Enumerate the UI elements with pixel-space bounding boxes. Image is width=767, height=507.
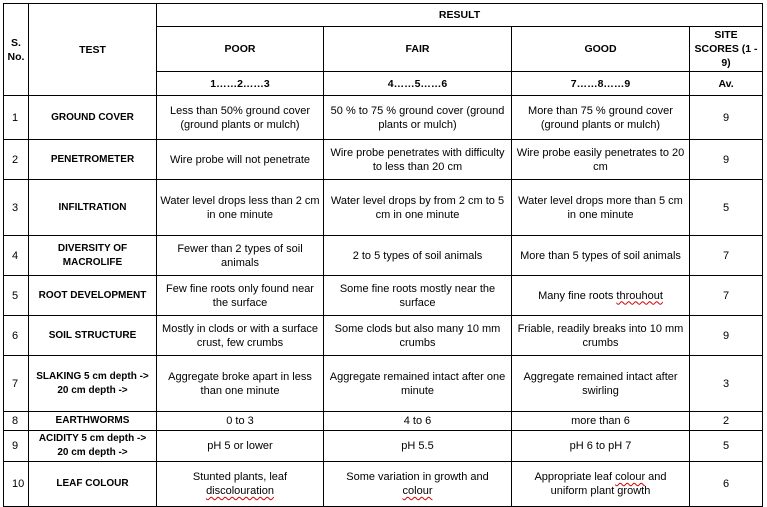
poor-cell: pH 5 or lower [157, 431, 324, 462]
good-cell [512, 276, 690, 316]
good-cell: more than 6 [512, 412, 690, 431]
fair-cell: Water level drops by from 2 cm to 5 cm in one minute [324, 180, 512, 236]
test-name-line1: SLAKING 5 cm depth -> [36, 370, 149, 382]
site-score: 9 [690, 96, 763, 140]
site-score: 3 [690, 356, 763, 412]
misspelled-word: discolouration [206, 485, 274, 497]
poor-cell: Wire probe will not penetrate [157, 140, 324, 180]
table-row [4, 316, 763, 356]
misspelled-word: colour [402, 485, 433, 497]
table-row [4, 431, 763, 462]
poor-text-line1: Stunted plants, leaf [192, 471, 288, 483]
good-cell: Friable, readily breaks into 10 mm crumbs [512, 316, 690, 356]
poor-cell: 0 to 3 [157, 412, 324, 431]
result-header: RESULT [157, 4, 763, 27]
fair-cell: 50 % to 75 % ground cover (ground plants or mulch) [324, 96, 512, 140]
poor-header: POOR [157, 27, 324, 72]
good-range: 7……8……9 [512, 72, 690, 96]
row-number: 10 [4, 462, 29, 507]
row-number: 3 [4, 180, 29, 236]
table-row [4, 236, 763, 276]
good-cell: More than 75 % ground cover (ground plants or mulch) [512, 96, 690, 140]
fair-cell: Wire probe penetrates with difficulty to less than 20 cm [324, 140, 512, 180]
table-row [4, 96, 763, 140]
fair-cell: 4 to 6 [324, 412, 512, 431]
good-cell: Wire probe easily penetrates to 20 cm [512, 140, 690, 180]
fair-cell: Some fine roots mostly near the surface [324, 276, 512, 316]
test-name: LEAF COLOUR [29, 462, 157, 507]
good-text: Appropriate leaf [534, 471, 616, 483]
test-name-line2: 20 cm depth -> [57, 447, 128, 458]
table-row [4, 180, 763, 236]
site-score: 2 [690, 412, 763, 431]
poor-cell: Aggregate broke apart in less than one minute [157, 356, 324, 412]
row-number: 1 [4, 96, 29, 140]
test-name-line2: 20 cm depth -> [57, 384, 128, 396]
table-row [4, 356, 763, 412]
test-name [29, 356, 157, 412]
fair-header: FAIR [324, 27, 512, 72]
row-number: 8 [4, 412, 29, 431]
row-number: 7 [4, 356, 29, 412]
table-row [4, 412, 763, 431]
good-cell: More than 5 types of soil animals [512, 236, 690, 276]
fair-cell: pH 5.5 [324, 431, 512, 462]
fair-cell: 2 to 5 types of soil animals [324, 236, 512, 276]
table-row [4, 140, 763, 180]
fair-range: 4……5……6 [324, 72, 512, 96]
test-name: DIVERSITY OF MACROLIFE [29, 236, 157, 276]
good-text: Many fine roots [538, 289, 617, 302]
fair-cell: Aggregate remained intact after one minute [324, 356, 512, 412]
test-name: PENETROMETER [29, 140, 157, 180]
test-name: ROOT DEVELOPMENT [29, 276, 157, 316]
row-number: 4 [4, 236, 29, 276]
good-cell: Aggregate remained intact after swirling [512, 356, 690, 412]
poor-cell: Water level drops less than 2 cm in one minute [157, 180, 324, 236]
test-name: INFILTRATION [29, 180, 157, 236]
site-score: 6 [690, 462, 763, 507]
misspelled-word: throuhout [616, 289, 663, 302]
test-header: TEST [29, 4, 157, 96]
poor-cell: Mostly in clods or with a surface crust, few crumbs [157, 316, 324, 356]
row-number: 9 [4, 431, 29, 462]
good-text-tail: and uniform plant growth [550, 471, 667, 497]
poor-cell: Fewer than 2 types of soil animals [157, 236, 324, 276]
row-number: 2 [4, 140, 29, 180]
test-name: SOIL STRUCTURE [29, 316, 157, 356]
good-header: GOOD [512, 27, 690, 72]
misspelled-word: colour [615, 471, 646, 483]
test-name: EARTHWORMS [29, 412, 157, 431]
site-score: 5 [690, 180, 763, 236]
test-name: GROUND COVER [29, 96, 157, 140]
site-score: 9 [690, 140, 763, 180]
good-cell: Water level drops more than 5 cm in one minute [512, 180, 690, 236]
soil-test-table [3, 3, 763, 507]
sno-header: S. No. [4, 4, 29, 96]
test-name-line1: ACIDITY 5 cm depth -> [38, 433, 147, 444]
table-row [4, 276, 763, 316]
av-header: Av. [690, 72, 763, 96]
test-name [29, 431, 157, 462]
row-number: 6 [4, 316, 29, 356]
good-cell: pH 6 to pH 7 [512, 431, 690, 462]
site-score: 5 [690, 431, 763, 462]
fair-cell: Some clods but also many 10 mm crumbs [324, 316, 512, 356]
row-number: 5 [4, 276, 29, 316]
site-score: 9 [690, 316, 763, 356]
site-scores-header: SITE SCORES (1 - 9) [690, 27, 763, 72]
site-score: 7 [690, 236, 763, 276]
poor-cell: Less than 50% ground cover (ground plants or mulch) [157, 96, 324, 140]
site-score: 7 [690, 276, 763, 316]
fair-text-line1: Some variation in growth and [346, 471, 489, 483]
poor-range: 1……2……3 [157, 72, 324, 96]
poor-cell: Few fine roots only found near the surface [157, 276, 324, 316]
